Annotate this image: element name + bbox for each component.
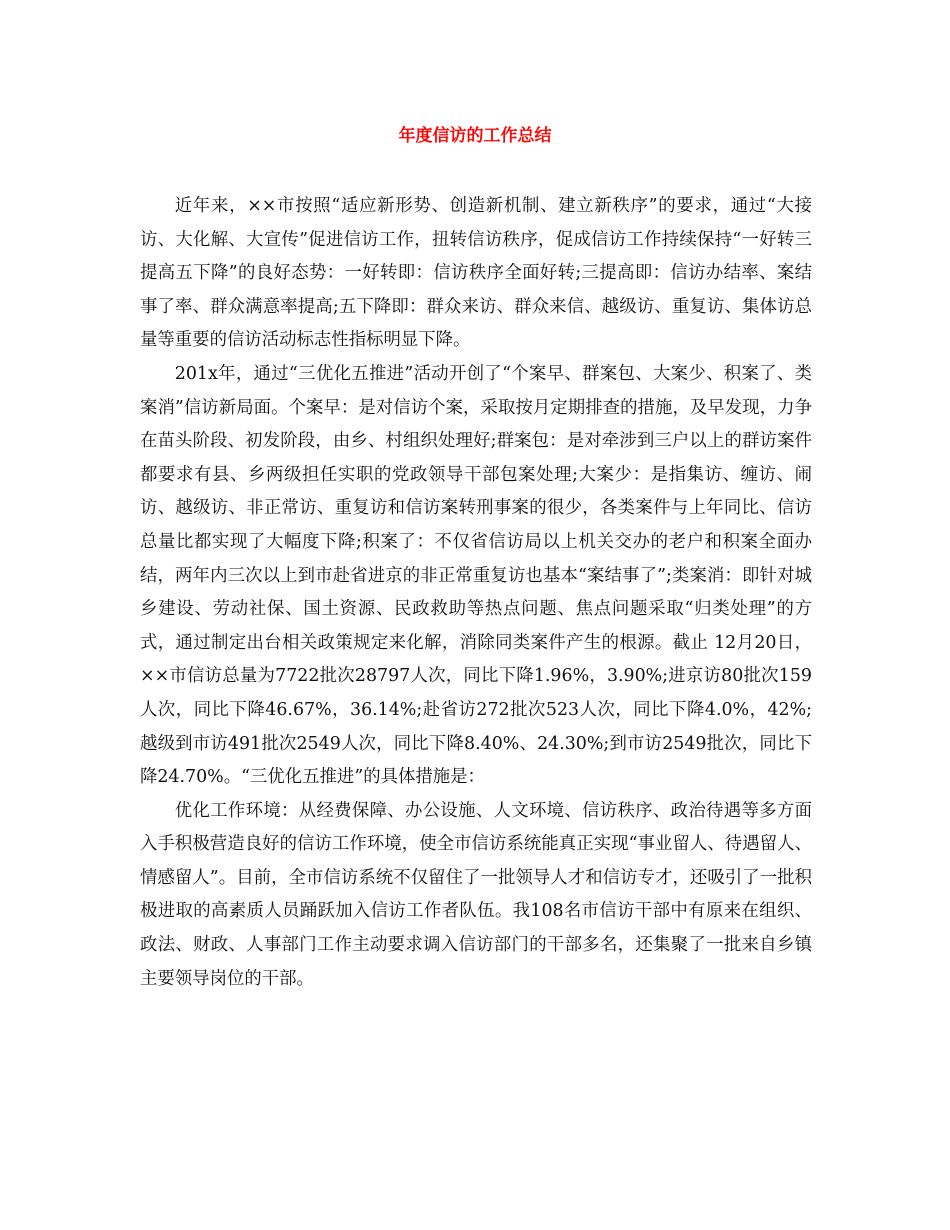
paragraph-3: 优化工作环境：从经费保障、办公设施、人文环境、信访秩序、政治待遇等多方面入手积极营造良好的信访工作环境，使全市信访系统能真正实现“事业留人、待遇留人、情感留人”。目前，全市信访系统不仅留住了一批领导人才和信访专才，还吸引了一批积极进取的高素质人员踊跃加入信访工作者队伍。我108名市信访干部中有原来在组织、政法、财政、人事部门工作主动要求调入信访部门的干部多名，还集聚了一批来自乡镇主要领导岗位的干部。 bbox=[140, 800, 812, 989]
document-title: 年度信访的工作总结 bbox=[398, 126, 552, 146]
document-body bbox=[140, 190, 812, 996]
paragraph-2: 201x年，通过“三优化五推进”活动开创了“个案早、群案包、大案少、积案了、类案消”信访新局面。个案早：是对信访个案，采取按月定期排查的措施，及早发现，力争在苗头阶段、初发阶段，由乡、村组织处理好;群案包：是对牵涉到三户以上的群访案件都要求有县、乡两级担任实职的党政领导干部包案处理;大案少：是指集访、缠访、闹访、越级访、非正常访、重复访和信访案转刑事案的很少，各类案件与上年同比、信访总量比都实现了大幅度下降;积案了：不仅省信访局以上机关交办的老户和积案全面办结，两年内三次以上到市赴省进京的非正常重复访也基本“案结事了”;类案消：即针对城乡建设、劳动社保、国土资源、民政救助等热点问题、焦点问题采取“归类处理”的方式，通过制定出台相关政策规定来化解，消除同类案件产生的根源。截止 12月20日，××市信访总量为7722批次28797人次，同比下降1.96%，3.90%;进京访80批次159人次，同比下降46.67%，36.14%;赴省访272批次523人次，同比下降4.0%，42%;越级到市访491批次2549人次，同比下降8.40%、24.30%;到市访2549批次，同比下降24.70%。“三优化五推进”的具体措施是： bbox=[140, 363, 812, 788]
paragraph-1: 近年来，××市按照“适应新形势、创造新机制、建立新秩序”的要求，通过“大接访、大化解、大宣传”促进信访工作，扭转信访秩序，促成信访工作持续保持“一好转三提高五下降”的良好态势：一好转即：信访秩序全面好转;三提高即：信访办结率、案结事了率、群众满意率提高;五下降即：群众来访、群众来信、越级访、重复访、集体访总量等重要的信访活动标志性指标明显下降。 bbox=[140, 196, 812, 351]
